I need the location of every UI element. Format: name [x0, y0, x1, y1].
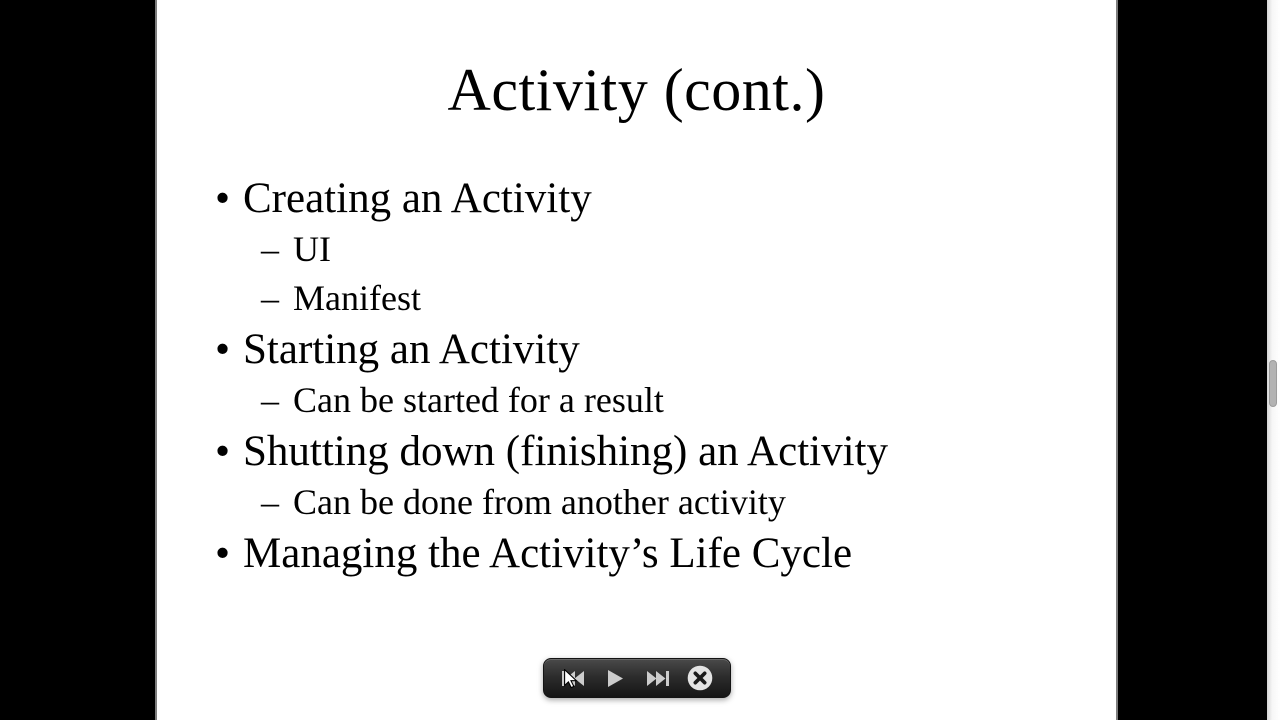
bullet-item [157, 527, 1116, 580]
dash-marker: – [261, 278, 279, 318]
dash-marker: – [261, 380, 279, 420]
bullet-text: Shutting down (finishing) an Activity [243, 428, 888, 475]
player-controls [543, 658, 731, 698]
bullet-item [157, 478, 1116, 527]
bullet-marker: • [215, 530, 231, 577]
bullet-item [157, 376, 1116, 425]
slide-title: Activity (cont.) [447, 57, 826, 123]
bullet-text: Manifest [293, 278, 421, 318]
bullet-text: Creating an Activity [243, 175, 592, 222]
bullet-marker: • [215, 175, 231, 222]
play-icon [608, 670, 623, 687]
presentation-slide [157, 0, 1116, 720]
bullet-item [157, 225, 1116, 274]
dash-marker: – [261, 482, 279, 522]
bullet-text: Starting an Activity [243, 326, 580, 373]
bullet-text: Can be done from another activity [293, 482, 786, 522]
skip-to-end-icon [647, 671, 669, 686]
bullet-marker: • [215, 428, 231, 475]
close-button[interactable] [684, 659, 716, 697]
scrollbar-track[interactable] [1267, 0, 1280, 720]
bullet-marker: • [215, 326, 231, 373]
skip-to-end-button[interactable] [642, 659, 674, 697]
dash-marker: – [261, 229, 279, 269]
letterbox-right [1116, 0, 1267, 720]
bullet-item [157, 425, 1116, 478]
close-icon [687, 665, 713, 691]
bullet-text: UI [293, 229, 331, 269]
play-button[interactable] [599, 659, 631, 697]
bullet-list [157, 172, 1116, 580]
bullet-item [157, 172, 1116, 225]
skip-to-start-button[interactable] [557, 659, 589, 697]
skip-to-start-icon [562, 671, 584, 686]
bullet-text: Managing the Activity’s Life Cycle [243, 530, 853, 577]
bullet-item [157, 274, 1116, 323]
scrollbar-thumb[interactable] [1269, 360, 1277, 407]
bullet-text: Can be started for a result [293, 380, 664, 420]
letterbox-left [0, 0, 157, 720]
bullet-item [157, 323, 1116, 376]
